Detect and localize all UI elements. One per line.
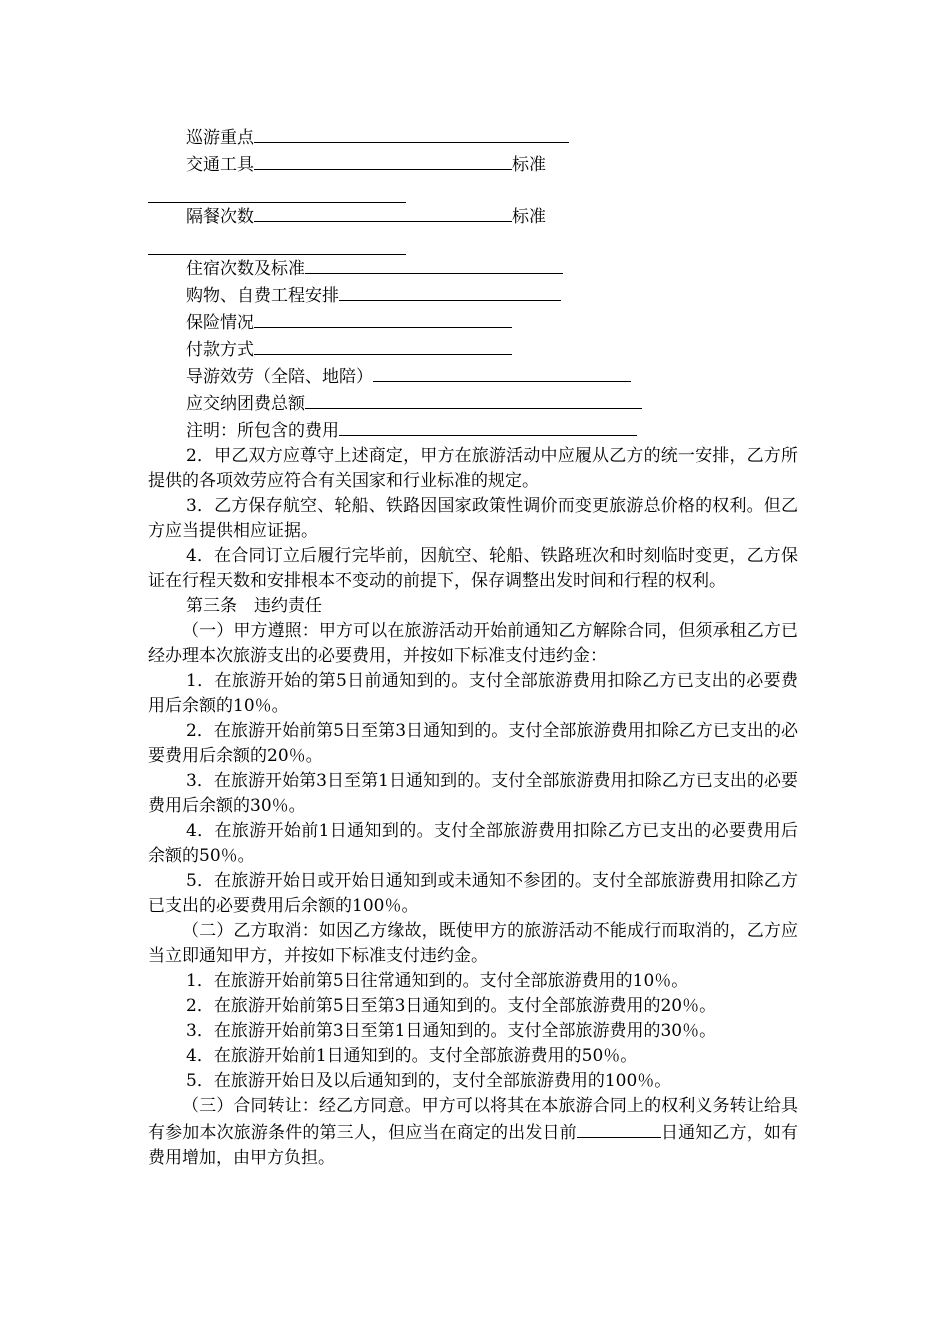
fill-blank <box>254 203 512 222</box>
article-3-part-2-item-2: 2．在旅游开始前第5日至第3日通知到的。支付全部旅游费用的20％。 <box>186 996 717 1016</box>
document-body <box>148 124 798 1171</box>
fill-blank <box>305 255 563 274</box>
article-3-part-2-item-3: 3．在旅游开始前第3日至第1日通知到的。支付全部旅游费用的30％。 <box>186 1021 717 1041</box>
fill-blank <box>254 124 569 143</box>
fill-blank <box>254 336 512 355</box>
clause-4: 4．在合同订立后履行完毕前，因航空、轮船、铁路班次和时刻临时变更，乙方保证在行程天数和安排根本不变动的前提下，保存调整出发时间和行程的权利。 <box>148 546 798 591</box>
fill-blank-continuation <box>148 230 406 255</box>
article-3-part-3-text-b: 日通知乙方，如有费用增加，由甲方负担。 <box>148 1123 799 1168</box>
field-label: 付款方式 <box>186 340 254 360</box>
fill-blank <box>254 151 512 170</box>
fill-blank <box>577 1119 661 1138</box>
field-label: 注明：所包含的费用 <box>186 421 339 441</box>
article-3-part-1-item-1: 1．在旅游开始的第5日前通知到的。支付全部旅游费用扣除乙方已支出的必要费用后余额的10％。 <box>148 671 798 716</box>
article-3-part-1-intro: （一）甲方遵照：甲方可以在旅游活动开始前通知乙方解除合同，但须承租乙方已经办理本次旅游支出的必要费用，并按如下标准支付违约金： <box>148 621 798 666</box>
field-label: 隔餐次数 <box>186 207 254 227</box>
clause-2: 2．甲乙双方应尊守上述商定，甲方在旅游活动中应履从乙方的统一安排，乙方所提供的各项效劳应符合有关国家和行业标准的规定。 <box>148 446 798 491</box>
field-label: 应交纳团费总额 <box>186 394 305 414</box>
field-tour-focus <box>148 124 798 151</box>
field-label: 导游效劳（全陪、地陪） <box>186 367 373 387</box>
field-suffix: 标准 <box>512 207 546 227</box>
field-label: 住宿次数及标准 <box>186 259 305 279</box>
clause-3: 3．乙方保存航空、轮船、铁路因国家政策性调价而变更旅游总价格的权利。但乙方应当提供相应证据。 <box>148 496 798 541</box>
field-payment <box>148 336 798 363</box>
field-meals <box>148 203 798 230</box>
field-total-fee <box>148 390 798 417</box>
field-suffix: 标准 <box>512 155 546 175</box>
field-note <box>148 417 798 444</box>
article-3-part-1-item-4: 4．在旅游开始前1日通知到的。支付全部旅游费用扣除乙方已支出的必要费用后余额的50％。 <box>148 821 798 866</box>
field-shopping <box>148 282 798 309</box>
article-3-part-2-intro: （二）乙方取消：如因乙方缘故，既使甲方的旅游活动不能成行而取消的，乙方应当立即通知甲方，并按如下标准支付违约金。 <box>148 921 798 966</box>
fill-blank <box>339 417 637 436</box>
field-transport <box>148 151 798 178</box>
fill-blank-continuation <box>148 178 406 203</box>
article-3-part-1-item-3: 3．在旅游开始第3日至第1日通知到的。支付全部旅游费用扣除乙方已支出的必要费用后余额的30％。 <box>148 771 798 816</box>
fill-blank <box>339 282 561 301</box>
article-3-title: 第三条 违约责任 <box>186 596 322 616</box>
fill-blank <box>305 390 642 409</box>
article-3-part-2-item-1: 1．在旅游开始前第5日往常通知到的。支付全部旅游费用的10％。 <box>186 971 689 991</box>
field-guide <box>148 363 798 390</box>
field-label: 保险情况 <box>186 313 254 333</box>
field-insurance <box>148 309 798 336</box>
article-3-part-2-item-4: 4．在旅游开始前1日通知到的。支付全部旅游费用的50％。 <box>186 1046 638 1066</box>
field-label: 购物、自费工程安排 <box>186 286 339 306</box>
field-lodging <box>148 255 798 282</box>
field-label: 交通工具 <box>186 155 254 175</box>
article-3-part-3-text-a: （三）合同转让：经乙方同意。甲方可以将其在本旅游合同上的权利义务转让给具有参加本次旅游条件的第三人，但应当在商定的出发日前 <box>148 1096 798 1143</box>
article-3-part-2-item-5: 5．在旅游开始日及以后通知到的，支付全部旅游费用的100％。 <box>186 1071 672 1091</box>
article-3-part-1-item-5: 5．在旅游开始日或开始日通知到或未通知不参团的。支付全部旅游费用扣除乙方已支出的必要费用后余额的100％。 <box>148 871 798 916</box>
article-3-part-1-item-2: 2．在旅游开始前第5日至第3日通知到的。支付全部旅游费用扣除乙方已支出的必要费用后余额的20％。 <box>148 721 798 766</box>
fill-blank <box>373 363 631 382</box>
article-3-part-3 <box>148 1094 798 1171</box>
fill-blank <box>254 309 512 328</box>
field-label: 巡游重点 <box>186 128 254 148</box>
